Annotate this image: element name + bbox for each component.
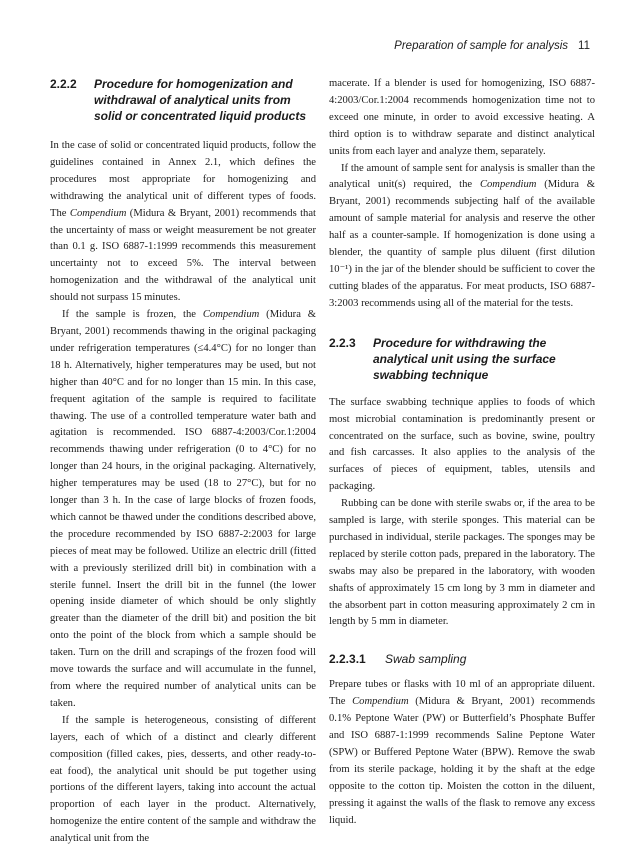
paragraph: If the sample is frozen, the Compendium (Midura & Bryant, 2001) recommends thawing in the original packaging under refrigeration temperatures (≤4.4°C) for no longer than 18 h. Alternatively, higher temperatures may be used, but not higher than 40°C and for no longer than 15 min. In this case, frequent agitation of the sample is required to facilitate thawing. The use of a controlled temperature water bath and agitation is recommended. ISO 6887-4:2003/Cor.1:2004 recommends thawing under refrigeration (0 to 4°C) for no longer than 24 hours, in the original packaging. Alternatively, higher temperatures may be used (18 to 27°C), but for no longer than 3 h. In the case of large blocks of frozen foods, which cannot be thawed under the conditions described above, the procedure recommended by ISO 6887-2:2003 for large pieces of meat may be followed. Utilize an electric drill (fitted with a previously sterilized drill bit) in combination with a sterile funnel. Insert the drill bit in the funnel (the lower opening inside diameter of which should be only slightly greater than the diameter of the drill bit) and position the bit onto the point of the block from which a sample should be taken. Turn on the drill and scrapings of the frozen food will move towards the surface and will accumulate in the funnel, from where the required number of analytical units can be taken.: [50, 309, 316, 709]
paragraph: If the sample is heterogeneous, consisting of different layers, each of which of a distinct and clearly different composition (filled cakes, pies, desserts, and other ready-to-eat food), the analytical unit should be put together using portions of the different layers, taking into account the actual proportion of each layer in the product. Alternatively, homogenize the entire content of the sample and withdraw the analytical unit from the: [50, 714, 316, 845]
paragraph: macerate. If a blender is used for homogenizing, ISO 6887-4:2003/Cor.1:2004 recommends homogenization time not to exceed one minute, in order to avoid excessive heating. A third option is to withdraw separate and distinct analytical units from each layer and analyze them, separately.: [329, 78, 595, 157]
paragraph: The surface swabbing technique applies to foods of which most microbial contamination is predominantly present or concentrated on the surface, such as bovine, swine, poultry and fish carcasses. It also applies to the analysis of the surfaces of pieces of equipment, tables, utensils and packaging.: [329, 396, 595, 493]
paragraph: Rubbing can be done with sterile swabs or, if the area to be sampled is large, with sterile sponges. This material can be purchased in individual, sterile packages. The sponges may be replaced by sterile cotton pads, prepared in the laboratory. The swabs may also be prepared in the laboratory, with wooden shafts of approximately 15 cm long by 3 mm in diameter and the absorbent part in cotton measuring approximately 2 cm in length by 5 mm in diameter.: [329, 498, 595, 628]
section-title: Procedure for withdrawing the analytical unit using the surface swabbing technique: [373, 335, 556, 382]
subsection-number: 2.2.3.1: [329, 652, 366, 667]
section-heading-2-2-3: [329, 335, 595, 383]
section-title: Procedure for homogenization and withdrawal of analytical units from solid or concentrated liquid products: [94, 77, 307, 123]
subsection-title: Swab sampling: [385, 652, 467, 667]
paragraph: Prepare tubes or flasks with 10 ml of an appropriate diluent. The Compendium (Midura & Bryant, 2001) recommends 0.1% Peptone Water (PW) or Butterfield’s Phosphate Buffer and ISO 6887-1:1999 recommends Saline Peptone Water (SPW) or Buffered Peptone Water (BPW). Remove the swab from its sterile package, holding it by the shaft at the edge opposite to the cotton tip. Moisten the cotton in the diluent, pressing it against the walls of the flask to remove any excess liquid.: [329, 679, 595, 826]
section-number: 2.2.3: [329, 335, 356, 350]
right-column: [329, 76, 595, 830]
subsection-heading-2-2-3-1: [329, 651, 595, 667]
page-number: 11: [578, 40, 590, 52]
section-number: 2.2.2: [50, 77, 77, 91]
running-title: Preparation of sample for analysis: [394, 40, 569, 52]
left-column: [50, 76, 316, 848]
paragraph: If the amount of sample sent for analysis is smaller than the analytical unit(s) required, the Compendium (Midura & Bryant, 2001) recommends subjecting half of the available amount of sample material for analysis and reserve the other half as a counter-sample. If homogenization is done using a blender, the quantity of sample plus diluent (first dilution 10⁻¹) in the jar of the blender should be sufficient to cover the cutting blades of the apparatus. For meat products, ISO 6887-3:2003 recommends using all of the material for the tests.: [329, 162, 595, 309]
paragraph: In the case of solid or concentrated liquid products, follow the guidelines contained in Annex 2.1, which defines the procedures most appropriate for homogenizing and withdrawing the analytical unit of different types of foods. The Compendium (Midura & Bryant, 2001) recommends that the uncertainty of mass or weight measurement be not greater than 0.1 g. ISO 6887-1:1999 recommends this measurement uncertainty not to exceed 5%. The interval between homogenization and the withdrawal of the analytical unit should not surpass 15 minutes.: [50, 140, 316, 304]
running-header: [394, 40, 590, 52]
section-heading-2-2-2: [50, 76, 316, 124]
